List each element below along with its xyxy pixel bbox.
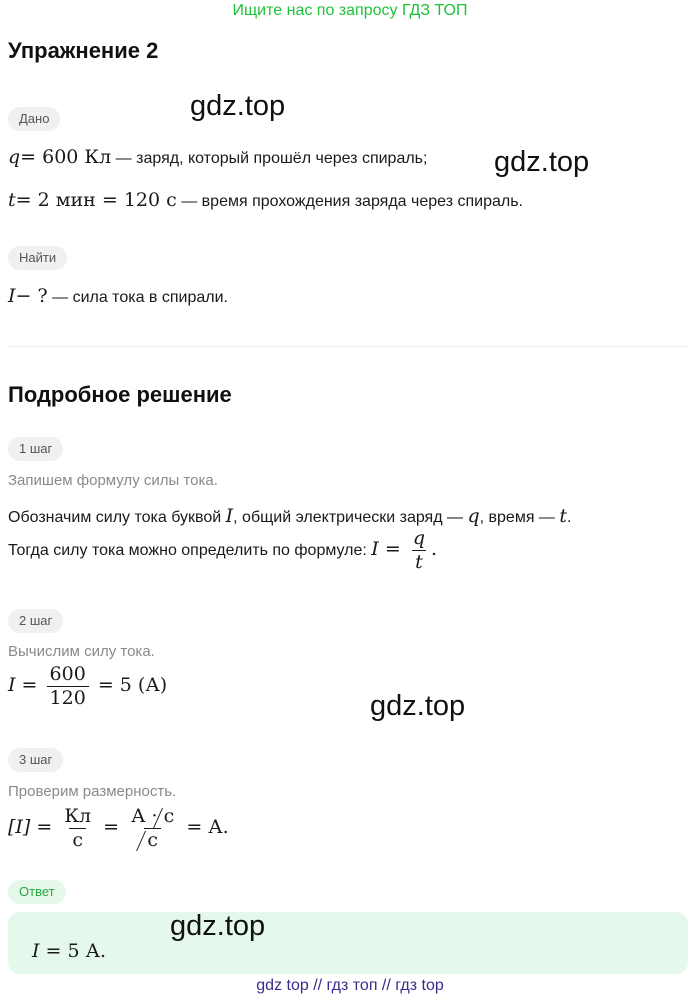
math-var: I <box>225 505 234 527</box>
cancelled-unit: с <box>147 828 159 851</box>
math-expression: = 2 мин = 120 с <box>15 189 177 211</box>
step-hint: Вычислим силу тока. <box>8 643 155 660</box>
step2-formula <box>8 664 167 710</box>
answer-text <box>32 940 106 962</box>
find-line <box>8 285 228 307</box>
given-line-time <box>8 189 523 211</box>
cancelled-unit: с <box>163 805 175 827</box>
section-divider <box>8 346 688 347</box>
given-text: — время прохождения заряда через спираль. <box>176 193 523 210</box>
watermark: gdz.top <box>370 690 466 722</box>
given-text: — заряд, который прошёл через спираль; <box>111 150 428 167</box>
fraction-denominator: 120 <box>47 686 89 710</box>
text-fragment: , общий электрически заряд — <box>233 509 468 526</box>
text-fragment: А · <box>131 805 164 827</box>
step-badge: 1 шаг <box>8 437 63 461</box>
fraction <box>128 806 177 852</box>
math-operator: = <box>97 816 126 839</box>
fraction-denominator: t <box>412 550 426 574</box>
watermark: gdz.top <box>494 146 590 178</box>
fraction-numerator: Кл <box>64 805 92 827</box>
fraction-denominator <box>144 828 161 852</box>
step-hint: Запишем формулу силы тока. <box>8 472 218 489</box>
find-badge: Найти <box>8 246 67 270</box>
step1-text-line <box>8 505 571 527</box>
math-var: I <box>8 285 16 307</box>
math-var: t <box>559 505 568 527</box>
math-var: I <box>32 940 40 962</box>
fraction-denominator: с <box>69 828 86 852</box>
answer-box <box>8 912 688 974</box>
solution-title: Подробное решение <box>8 382 232 407</box>
math-var: I <box>8 674 16 697</box>
math-result: = 5 (А) <box>91 674 168 697</box>
watermark: gdz.top <box>170 910 266 942</box>
fraction <box>47 664 89 710</box>
fraction-numerator: 600 <box>49 663 86 685</box>
find-text: — сила тока в спирали. <box>47 289 228 306</box>
text-fragment: . <box>430 538 438 561</box>
text-fragment: , время — <box>479 509 560 526</box>
math-operator: = <box>378 538 407 561</box>
footer-links: gdz top // гдз топ // гдз top <box>256 977 444 994</box>
top-banner: Ищите нас по запросу ГДЗ ТОП <box>232 2 468 19</box>
math-var: q <box>467 505 480 527</box>
given-badge: Дано <box>8 107 60 131</box>
step-badge: 3 шаг <box>8 748 63 772</box>
step1-formula-line <box>8 528 437 574</box>
math-expression: = 600 Кл <box>20 146 112 168</box>
math-var: I <box>371 538 379 561</box>
text-fragment: . <box>567 509 572 526</box>
fraction <box>410 528 428 574</box>
fraction <box>61 806 94 852</box>
given-line-charge <box>8 146 427 168</box>
exercise-title: Упражнение 2 <box>8 38 159 63</box>
step-badge: 2 шаг <box>8 609 63 633</box>
math-operator: = <box>30 816 59 839</box>
math-var: t <box>8 189 16 211</box>
math-operator: = <box>15 674 44 697</box>
math-var: [I] <box>8 816 31 839</box>
step-hint: Проверим размерность. <box>8 783 177 800</box>
fraction-numerator: q <box>412 527 425 549</box>
math-result: = 5 А. <box>39 940 107 962</box>
text-fragment: Тогда силу тока можно определить по формуле: <box>8 542 372 560</box>
watermark: gdz.top <box>190 90 286 122</box>
step3-formula <box>8 806 229 852</box>
text-fragment: Обозначим силу тока буквой <box>8 509 226 526</box>
math-result: = А. <box>180 816 229 839</box>
fraction-numerator <box>128 806 177 828</box>
math-var: q <box>8 146 21 168</box>
answer-badge: Ответ <box>8 880 66 904</box>
math-expression: − ? <box>15 285 48 307</box>
